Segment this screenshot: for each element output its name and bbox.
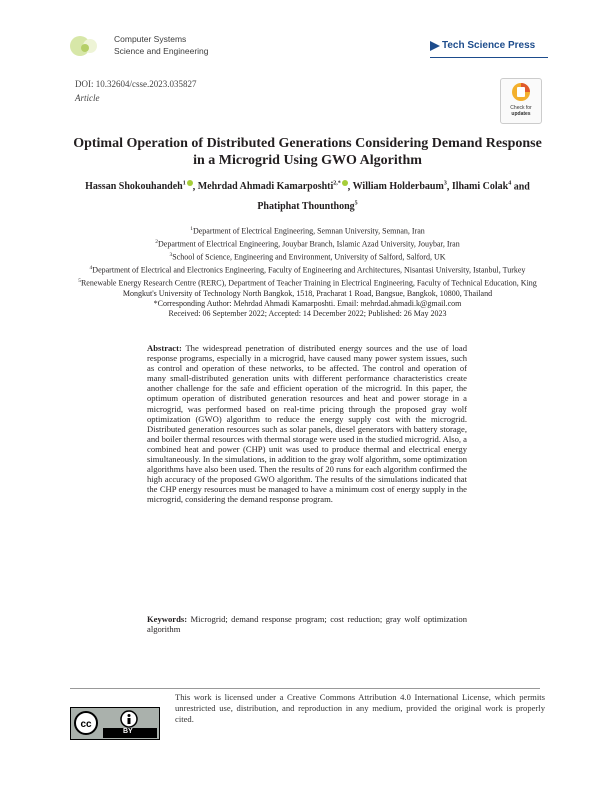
publication-dates: Received: 06 September 2022; Accepted: 14 December 2022; Published: 26 May 2023 bbox=[168, 309, 447, 319]
check-updates-label-line2: updates bbox=[511, 111, 531, 117]
publisher-name: Tech Science Press bbox=[442, 40, 536, 51]
author-affiliation-sup: 5 bbox=[354, 200, 358, 207]
affiliation-sup: 5 bbox=[78, 277, 81, 284]
check-updates-label-line1: Check for bbox=[510, 105, 532, 111]
cc-by-license-badge[interactable] bbox=[70, 707, 160, 740]
affiliation bbox=[75, 237, 540, 250]
publisher-rule bbox=[430, 57, 548, 58]
author-affiliation-sup: 2,* bbox=[333, 181, 341, 187]
check-updates-icon bbox=[501, 79, 541, 105]
license-text[interactable]: This work is licensed under a Creative Commons Attribution 4.0 International License, which permits unrestricted use, distribution, and reproduction in any medium, provided the original work is properly cited. bbox=[175, 692, 545, 724]
author-name: Ilhami Colak bbox=[451, 181, 509, 193]
affiliations bbox=[75, 224, 540, 320]
journal-name bbox=[114, 33, 209, 57]
affiliation-text: Renewable Energy Research Centre (RERC), Department of Teacher Training in Electrical Engineering, Faculty of Technical Education, King Mongkut's University of Technology North Bangkok, 1518, Pracharat 1 Road, Bangsue, Bangkok, 10800, Thailand bbox=[80, 278, 537, 298]
paper-title-line2: in a Microgrid Using GWO Algorithm bbox=[193, 153, 422, 168]
journal-logo bbox=[66, 28, 110, 64]
footer-rule bbox=[70, 688, 540, 689]
author bbox=[353, 181, 447, 192]
publisher-logo bbox=[430, 40, 535, 51]
affiliation-text: Department of Electrical Engineering, Semnan University, Semnan, Iran bbox=[192, 226, 425, 236]
affiliation bbox=[75, 276, 540, 299]
svg-text:cc: cc bbox=[80, 719, 92, 730]
keywords-text: Microgrid; demand response program; cost reduction; gray wolf optimization algorithm bbox=[147, 614, 467, 635]
affiliation-text: Department of Electrical Engineering, Jouybar Branch, Islamic Azad University, Jouybar, Iran bbox=[158, 239, 460, 249]
affiliation-text: Department of Electrical and Electronics Engineering, Faculty of Engineering and Architectures, Nisantasi University, Istanbul, Turkey bbox=[92, 265, 526, 275]
affiliation-text: School of Science, Engineering and Environment, University of Salford, Salford, UK bbox=[172, 252, 446, 262]
publisher-mark-icon bbox=[430, 41, 440, 51]
journal-name-line1: Computer Systems bbox=[114, 34, 187, 44]
author-name: Mehrdad Ahmadi Kamarposhti bbox=[197, 181, 334, 193]
author bbox=[198, 181, 348, 192]
author bbox=[257, 201, 357, 212]
affiliation-sup: 1 bbox=[190, 226, 193, 232]
paper-title-line1: Optimal Operation of Distributed Generations Considering Demand Response bbox=[73, 136, 542, 151]
affiliation-sup: 2 bbox=[155, 238, 158, 245]
abstract-text: The widespread penetration of distributed energy sources and the use of load response programs, especially in a microgrid, have caused many power system issues, such as control and operation of these networks, to be affected. The control and operation of many small-distributed generation units with different performance characteristics create another challenge for the safe and efficient operation of the microgrid. In this paper, the optimum operation of distributed generation resources and heat and power storage in a microgrid, was performed based on real-time pricing through the proposed gray wolf optimization (GWO) algorithm to reduce the energy supply cost with the microgrid. Distributed generation resources such as solar panels, diesel generators with battery storage, and boiler thermal resources with thermal storage were used in the studied microgrid. Also, a combined heat and power (CHP) unit was used to produce thermal and electrical energy simultaneously. In the simulations, in addition to the gray wolf algorithm, some optimization algorithms have also been used. Then the results of 20 runs for each algorithm confirmed the high accuracy of the proposed GWO algorithm. The results of the simulations indicated that the CHP energy resources must be managed to have a minimum cost of energy supply in the microgrid, considering the demand response program. bbox=[147, 343, 467, 505]
article-type: Article bbox=[75, 93, 100, 103]
abstract bbox=[147, 343, 467, 505]
affiliation-sup: 4 bbox=[89, 264, 93, 271]
and-word: and bbox=[513, 181, 530, 193]
affiliation bbox=[75, 263, 540, 276]
affiliation-sup: 3 bbox=[169, 251, 173, 258]
corresponding-author: *Corresponding Author: Mehrdad Ahmadi Kamarposhti. Email: mehrdad.ahmadi.k@gmail.com bbox=[153, 299, 462, 309]
abstract-label: Abstract: bbox=[147, 343, 182, 353]
keywords-label: Keywords: bbox=[147, 614, 188, 624]
author-name: Hassan Shokouhandeh bbox=[85, 181, 183, 193]
author-affiliation-sup: 4 bbox=[508, 181, 512, 187]
affiliation bbox=[75, 224, 540, 237]
author-name: Phatiphat Thounthong bbox=[257, 200, 355, 212]
orcid-icon[interactable] bbox=[342, 180, 348, 186]
author bbox=[85, 181, 193, 192]
cc-by-badge-label: BY bbox=[123, 728, 133, 735]
doi[interactable]: DOI: 10.32604/csse.2023.035827 bbox=[75, 79, 197, 89]
author-affiliation-sup: 1 bbox=[182, 181, 186, 187]
check-for-updates-badge[interactable] bbox=[500, 78, 542, 124]
paper-title bbox=[70, 135, 545, 169]
affiliation bbox=[75, 250, 540, 263]
author-name: William Holderbaum bbox=[352, 181, 444, 193]
author-list: Hassan Shokouhandeh$^1$ , Mehrdad Ahmadi Kamarposhti$^{2,*}$ , William Holderbaum$^3$, Ilhami Colak$^4$ and Phatiphat Thounthong$^5$ bbox=[85, 181, 530, 212]
author bbox=[452, 181, 511, 192]
author-affiliation-sup: 3 bbox=[443, 181, 447, 187]
orcid-icon[interactable] bbox=[187, 180, 193, 186]
journal-name-line2: Science and Engineering bbox=[114, 46, 209, 56]
cc-by-icon bbox=[71, 708, 159, 739]
keywords bbox=[147, 614, 467, 634]
